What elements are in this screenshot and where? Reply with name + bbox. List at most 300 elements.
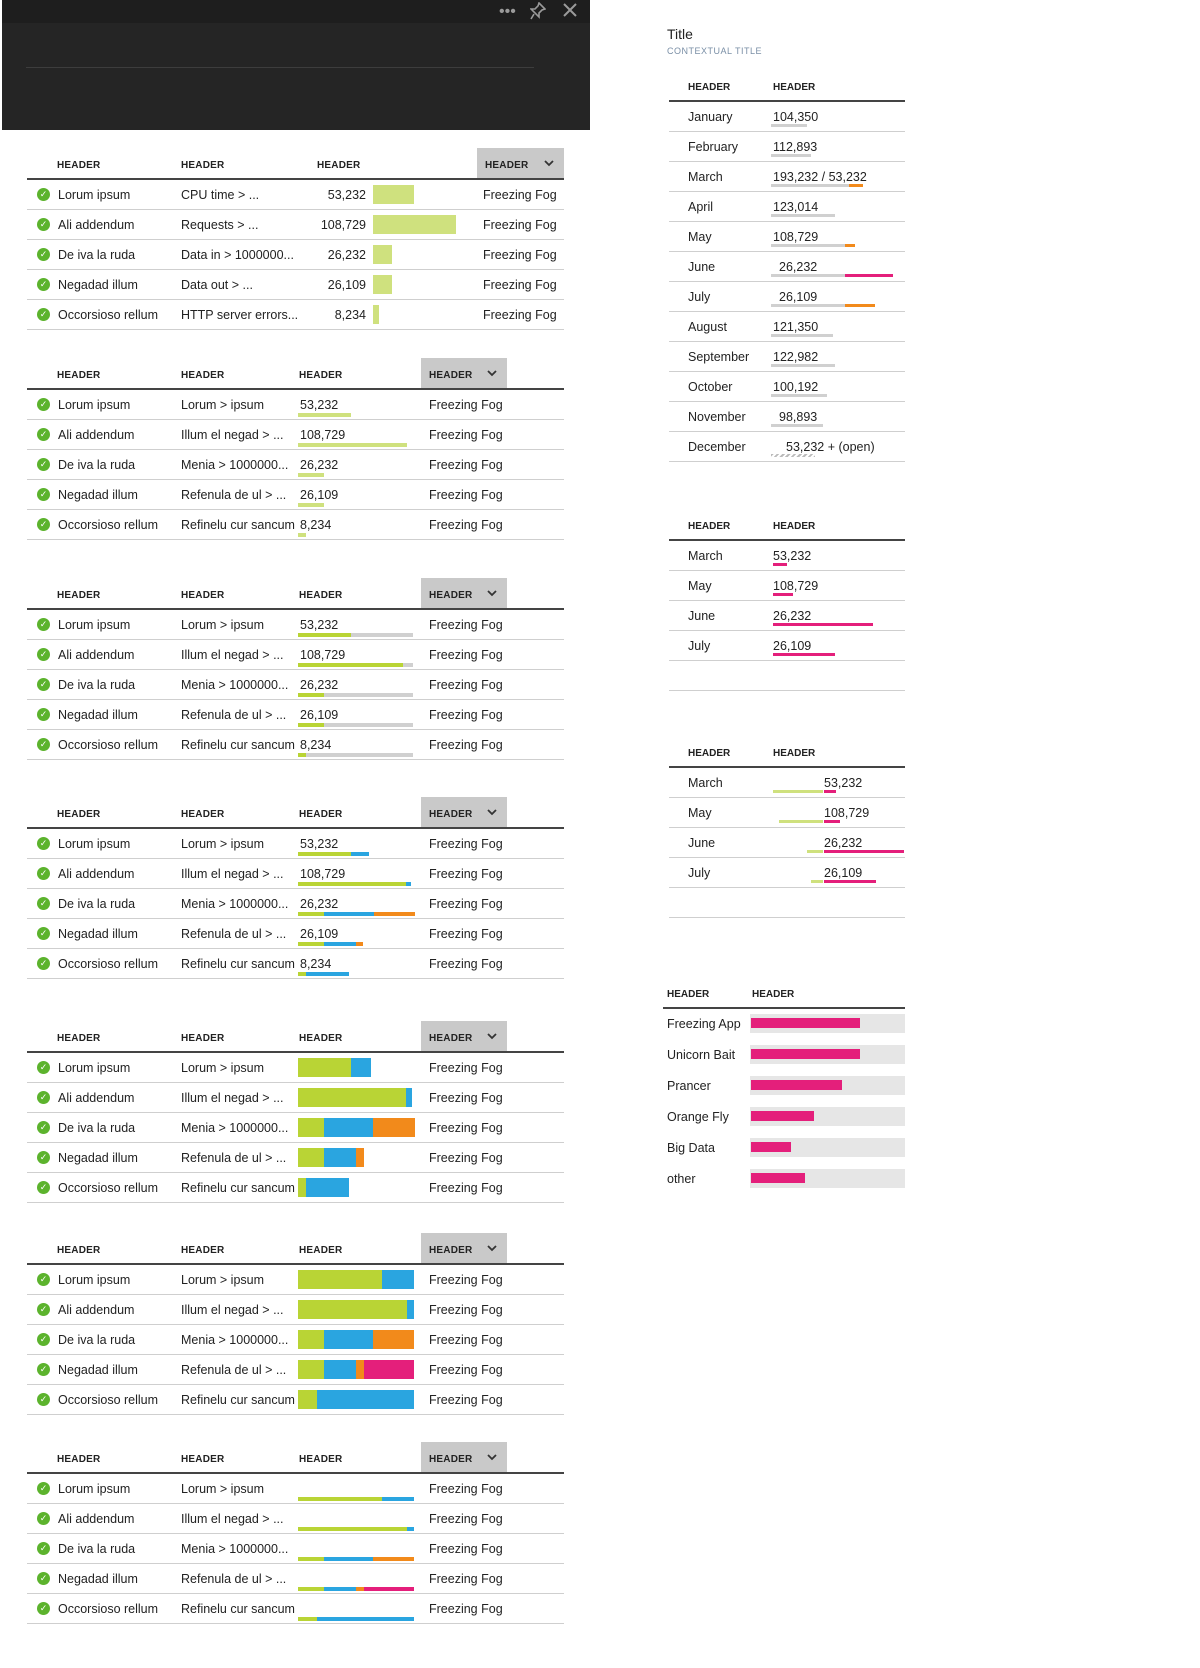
table-row[interactable] [27, 1325, 564, 1355]
month-value: 98,893 [779, 410, 818, 424]
row-name: Occorsioso rellum [58, 957, 159, 971]
app-row[interactable] [663, 1040, 905, 1071]
app-row[interactable] [663, 1071, 905, 1102]
row-name: Occorsioso rellum [58, 308, 159, 322]
row-label: July [688, 866, 711, 880]
row-path: Menia > 1000000... [181, 1333, 289, 1347]
table-row[interactable] [27, 1265, 564, 1295]
header-col-1[interactable]: HEADER [688, 748, 731, 759]
row-name: Ali addendum [58, 1303, 135, 1317]
row-path: Lorum > ipsum [181, 1273, 265, 1287]
row-path: Refinelu cur sancum [181, 1181, 295, 1195]
negative-bar [773, 790, 823, 793]
header-col-2[interactable]: HEADER [181, 590, 225, 601]
header-col-2[interactable]: HEADER [181, 1033, 225, 1044]
header-col-1[interactable]: HEADER [57, 1454, 101, 1465]
row-path: Refinelu cur sancum [181, 957, 295, 971]
header-col-3[interactable]: HEADER [317, 160, 361, 171]
header-dropdown-label: HEADER [429, 1033, 473, 1044]
row-path: Illum el negad > ... [181, 867, 284, 881]
row-bar [298, 503, 324, 507]
month-value: 100,192 [773, 380, 819, 394]
row-value: 53,232 [300, 618, 339, 632]
row-status: Freezing Fog [429, 1091, 503, 1105]
more-icon[interactable]: ••• [499, 3, 516, 20]
row-name: Lorum ipsum [58, 837, 131, 851]
header-dropdown-label: HEADER [429, 370, 473, 381]
check-circle-icon: ✓ [37, 1482, 50, 1495]
row-bar [298, 1497, 382, 1501]
table-row[interactable] [27, 390, 564, 420]
row-name: Negadad illum [58, 927, 138, 941]
row-value: 108,729 [824, 806, 870, 820]
row-name: Lorum ipsum [58, 1273, 131, 1287]
header-col-1[interactable]: HEADER [57, 1245, 101, 1256]
table-row[interactable] [27, 859, 564, 889]
row-status: Freezing Fog [429, 1181, 503, 1195]
row-name: Lorum ipsum [58, 1482, 131, 1496]
data-table-7 [27, 1442, 564, 1624]
header-col-3[interactable]: HEADER [299, 370, 343, 381]
row-name: Occorsioso rellum [58, 1393, 159, 1407]
check-circle-icon: ✓ [37, 458, 50, 471]
row-name: Negadad illum [58, 278, 138, 292]
pin-icon[interactable] [530, 2, 546, 26]
table-row[interactable] [27, 420, 564, 450]
table-row[interactable] [27, 829, 564, 859]
table-row[interactable] [27, 1113, 564, 1143]
table-header [663, 985, 905, 1009]
header-col-2[interactable]: HEADER [181, 809, 225, 820]
row-status: Freezing Fog [483, 308, 557, 322]
row-name: Occorsioso rellum [58, 738, 159, 752]
row-value: 53,232 [300, 837, 339, 851]
table-row[interactable] [27, 1534, 564, 1564]
month-label: July [688, 290, 711, 304]
month-value: 123,014 [773, 200, 819, 214]
month-row[interactable] [669, 102, 905, 132]
row-path: Menia > 1000000... [181, 897, 289, 911]
month-bar [771, 244, 845, 247]
blade-header [2, 0, 590, 130]
header-col-2[interactable]: HEADER [181, 1245, 225, 1256]
row-name: De iva la ruda [58, 1333, 136, 1347]
table-row[interactable] [27, 1295, 564, 1325]
table-row[interactable] [27, 1083, 564, 1113]
row-bar [351, 633, 413, 637]
row-value: 53,232 [300, 398, 339, 412]
small-row[interactable] [669, 541, 905, 571]
header-col-1[interactable]: HEADER [57, 809, 101, 820]
row-bar [324, 1360, 356, 1379]
row-value: 26,232 [824, 836, 863, 850]
header-col-2[interactable]: HEADER [181, 370, 225, 381]
table-row[interactable] [27, 480, 564, 510]
row-bar [373, 1118, 415, 1137]
row-bar [773, 593, 793, 596]
row-name: Ali addendum [58, 867, 135, 881]
header-col-2[interactable]: HEADER [773, 521, 816, 532]
month-bar [771, 454, 815, 457]
empty-row [669, 661, 905, 691]
small-row[interactable] [669, 571, 905, 601]
table-row[interactable] [27, 450, 564, 480]
month-value: 53,232 + (open) [786, 440, 875, 454]
table-row[interactable] [27, 1143, 564, 1173]
check-circle-icon: ✓ [37, 188, 50, 201]
table-row[interactable] [27, 889, 564, 919]
header-col-2[interactable]: HEADER [773, 748, 816, 759]
chevron-down-icon [487, 586, 497, 600]
month-bar [771, 424, 823, 427]
row-name: Negadad illum [58, 1572, 138, 1586]
table-row[interactable] [27, 610, 564, 640]
row-path: Illum el negad > ... [181, 428, 284, 442]
table-row[interactable] [27, 1355, 564, 1385]
app-row[interactable] [663, 1164, 905, 1195]
table-header [27, 358, 564, 390]
header-dropdown[interactable] [421, 358, 507, 388]
app-row[interactable] [663, 1133, 905, 1164]
month-row[interactable] [669, 132, 905, 162]
table-header [669, 744, 905, 768]
table-row[interactable] [27, 1173, 564, 1203]
header-col-1[interactable]: HEADER [688, 82, 731, 93]
row-path: Lorum > ipsum [181, 837, 265, 851]
table-row[interactable] [27, 1385, 564, 1415]
check-circle-icon: ✓ [37, 1181, 50, 1194]
row-bar [773, 623, 873, 626]
row-bar [298, 852, 351, 856]
table-row[interactable] [27, 1053, 564, 1083]
positive-bar [824, 820, 840, 823]
header-col-3[interactable]: HEADER [299, 1033, 343, 1044]
app-bar [751, 1080, 842, 1090]
header-col-3[interactable]: HEADER [299, 1245, 343, 1256]
small-row[interactable] [669, 601, 905, 631]
app-label: Unicorn Bait [667, 1048, 736, 1062]
row-name: Ali addendum [58, 218, 135, 232]
check-circle-icon: ✓ [37, 1151, 50, 1164]
check-circle-icon: ✓ [37, 218, 50, 231]
row-name: Lorum ipsum [58, 188, 131, 202]
app-label: Big Data [667, 1141, 715, 1155]
table-row[interactable] [27, 700, 564, 730]
data-table-4 [27, 797, 564, 979]
row-value: 53,232 [327, 188, 366, 202]
row-value: 53,232 [824, 776, 863, 790]
month-value: 26,232 [779, 260, 818, 274]
check-circle-icon: ✓ [37, 1542, 50, 1555]
contextual-title: CONTEXTUAL TITLE [667, 46, 763, 56]
row-name: De iva la ruda [58, 678, 136, 692]
row-status: Freezing Fog [429, 1273, 503, 1287]
app-label: Prancer [667, 1079, 711, 1093]
table-row[interactable] [27, 949, 564, 979]
row-bar [324, 1330, 373, 1349]
row-path: Menia > 1000000... [181, 1542, 289, 1556]
check-circle-icon: ✓ [37, 1333, 50, 1346]
month-row[interactable] [669, 282, 905, 312]
row-label: June [688, 609, 716, 623]
header-dropdown[interactable] [421, 1233, 507, 1263]
header-dropdown[interactable] [421, 797, 507, 827]
row-name: Occorsioso rellum [58, 1602, 159, 1616]
month-row[interactable] [669, 372, 905, 402]
row-status: Freezing Fog [429, 678, 503, 692]
row-bar [298, 1587, 324, 1591]
table-row[interactable] [27, 640, 564, 670]
header-dropdown-label: HEADER [485, 160, 529, 171]
table-row[interactable] [27, 1564, 564, 1594]
month-bar [845, 304, 875, 307]
row-status: Freezing Fog [429, 458, 503, 472]
data-table-3 [27, 578, 564, 760]
row-bar [374, 912, 415, 916]
row-bar [298, 912, 324, 916]
row-path: Data out > ... [181, 278, 253, 292]
row-name: Ali addendum [58, 1091, 135, 1105]
check-circle-icon: ✓ [37, 738, 50, 751]
header-col-1[interactable]: HEADER [667, 989, 710, 1000]
check-circle-icon: ✓ [37, 488, 50, 501]
row-value: 108,729 [300, 867, 346, 881]
row-name: Lorum ipsum [58, 398, 131, 412]
row-path: Menia > 1000000... [181, 458, 289, 472]
month-bar [771, 274, 845, 277]
row-path: Refenula de ul > ... [181, 1572, 287, 1586]
check-circle-icon: ✓ [37, 867, 50, 880]
row-path: Illum el negad > ... [181, 1091, 284, 1105]
app-row[interactable] [663, 1102, 905, 1133]
check-circle-icon: ✓ [37, 648, 50, 661]
row-name: Ali addendum [58, 428, 135, 442]
month-bar [771, 154, 811, 157]
row-name: Negadad illum [58, 1363, 138, 1377]
close-icon[interactable] [562, 2, 578, 24]
row-path: Data in > 1000000... [181, 248, 294, 262]
diverging-row[interactable] [669, 798, 905, 828]
row-bar [298, 1390, 317, 1409]
app-label: Orange Fly [667, 1110, 729, 1124]
header-col-1[interactable]: HEADER [57, 370, 101, 381]
app-label: other [667, 1172, 696, 1186]
row-bar [306, 753, 413, 757]
header-col-3[interactable]: HEADER [299, 809, 343, 820]
small-table [669, 517, 905, 691]
row-path: Lorum > ipsum [181, 1061, 265, 1075]
header-dropdown-label: HEADER [429, 1454, 473, 1465]
check-circle-icon: ✓ [37, 678, 50, 691]
header-col-1[interactable]: HEADER [57, 1033, 101, 1044]
app-bar [751, 1018, 860, 1028]
month-value: 108,729 [773, 230, 819, 244]
row-bar [356, 1360, 364, 1379]
row-status: Freezing Fog [429, 1512, 503, 1526]
header-dropdown[interactable] [421, 1021, 507, 1051]
table-header [27, 797, 564, 829]
row-status: Freezing Fog [429, 398, 503, 412]
app-row[interactable] [663, 1009, 905, 1040]
row-status: Freezing Fog [429, 708, 503, 722]
header-col-2[interactable]: HEADER [773, 82, 816, 93]
check-circle-icon: ✓ [37, 248, 50, 261]
header-dropdown-label: HEADER [429, 809, 473, 820]
row-bar [298, 473, 324, 477]
row-name: Occorsioso rellum [58, 518, 159, 532]
blade-divider [26, 67, 534, 68]
app-label: Freezing App [667, 1017, 741, 1031]
row-path: Refenula de ul > ... [181, 1151, 287, 1165]
header-col-1[interactable]: HEADER [688, 521, 731, 532]
table-header [27, 578, 564, 610]
table-row[interactable] [27, 180, 564, 210]
table-row[interactable] [27, 919, 564, 949]
check-circle-icon: ✓ [37, 518, 50, 531]
row-bar [373, 305, 379, 324]
row-bar [306, 972, 349, 976]
header-col-3[interactable]: HEADER [299, 1454, 343, 1465]
header-dropdown[interactable] [421, 578, 507, 608]
row-status: Freezing Fog [429, 1363, 503, 1377]
month-row[interactable] [669, 402, 905, 432]
month-bar [771, 214, 835, 217]
monthly-table [669, 78, 905, 462]
table-header [669, 517, 905, 541]
month-row[interactable] [669, 432, 905, 462]
month-row[interactable] [669, 222, 905, 252]
table-header [669, 78, 905, 102]
row-value: 26,109 [300, 927, 339, 941]
row-bar [324, 942, 356, 946]
row-bar [298, 533, 306, 537]
row-name: Ali addendum [58, 648, 135, 662]
row-bar [373, 245, 392, 264]
row-bar [406, 882, 411, 886]
row-value: 108,729 [300, 648, 346, 662]
row-path: Menia > 1000000... [181, 678, 289, 692]
month-row[interactable] [669, 252, 905, 282]
table-row[interactable] [27, 300, 564, 330]
row-bar [382, 1497, 414, 1501]
row-path: Refenula de ul > ... [181, 488, 287, 502]
row-status: Freezing Fog [429, 488, 503, 502]
check-circle-icon: ✓ [37, 278, 50, 291]
header-dropdown[interactable] [421, 1442, 507, 1472]
header-col-1[interactable]: HEADER [57, 160, 101, 171]
positive-bar [824, 880, 876, 883]
row-bar [407, 1300, 414, 1319]
row-bar [356, 942, 363, 946]
header-col-2[interactable]: HEADER [752, 989, 795, 1000]
row-value: 26,232 [773, 609, 812, 623]
month-label: May [688, 230, 712, 244]
row-path: Refinelu cur sancum [181, 738, 295, 752]
row-status: Freezing Fog [483, 248, 557, 262]
table-row[interactable] [27, 240, 564, 270]
row-bar [298, 1178, 306, 1197]
row-bar [298, 1118, 324, 1137]
row-value: 8,234 [300, 518, 332, 532]
check-circle-icon: ✓ [37, 398, 50, 411]
month-label: November [688, 410, 746, 424]
check-circle-icon: ✓ [37, 927, 50, 940]
row-value: 26,109 [824, 866, 863, 880]
month-label: January [688, 110, 733, 124]
row-path: CPU time > ... [181, 188, 260, 202]
month-value: 104,350 [773, 110, 819, 124]
negative-bar [807, 850, 823, 853]
table-row[interactable] [27, 1504, 564, 1534]
month-row[interactable] [669, 192, 905, 222]
diverging-row[interactable] [669, 768, 905, 798]
row-path: Illum el negad > ... [181, 648, 284, 662]
table-row[interactable] [27, 270, 564, 300]
table-row[interactable] [27, 510, 564, 540]
row-bar [351, 1058, 371, 1077]
row-label: March [688, 776, 723, 790]
row-status: Freezing Fog [429, 957, 503, 971]
row-name: Occorsioso rellum [58, 1181, 159, 1195]
month-bar [845, 244, 855, 247]
row-bar [298, 1058, 351, 1077]
row-name: Lorum ipsum [58, 618, 131, 632]
table-row[interactable] [27, 210, 564, 240]
check-circle-icon: ✓ [37, 708, 50, 721]
row-bar [298, 1148, 324, 1167]
month-row[interactable] [669, 342, 905, 372]
header-col-2[interactable]: HEADER [181, 160, 225, 171]
row-bar [324, 1557, 373, 1561]
small-row[interactable] [669, 631, 905, 661]
row-value: 26,109 [300, 488, 339, 502]
table-row[interactable] [27, 1594, 564, 1624]
check-circle-icon: ✓ [37, 1393, 50, 1406]
row-bar [298, 443, 407, 447]
month-row[interactable] [669, 312, 905, 342]
row-bar [298, 972, 306, 976]
table-row[interactable] [27, 730, 564, 760]
table-row[interactable] [27, 670, 564, 700]
row-status: Freezing Fog [429, 927, 503, 941]
row-value: 26,232 [327, 248, 366, 262]
row-value: 26,109 [327, 278, 366, 292]
check-circle-icon: ✓ [37, 1091, 50, 1104]
header-col-2[interactable]: HEADER [181, 1454, 225, 1465]
month-row[interactable] [669, 162, 905, 192]
header-dropdown[interactable] [477, 148, 564, 178]
check-circle-icon: ✓ [37, 1273, 50, 1286]
row-status: Freezing Fog [429, 1303, 503, 1317]
header-col-3[interactable]: HEADER [299, 590, 343, 601]
diverging-table [669, 744, 905, 918]
check-circle-icon: ✓ [37, 897, 50, 910]
data-table-6 [27, 1233, 564, 1415]
row-bar [373, 1330, 414, 1349]
diverging-row[interactable] [669, 858, 905, 888]
app-bar [751, 1111, 814, 1121]
row-value: 8,234 [334, 308, 366, 322]
row-bar [373, 275, 392, 294]
row-status: Freezing Fog [429, 738, 503, 752]
diverging-row[interactable] [669, 828, 905, 858]
month-value: 26,109 [779, 290, 818, 304]
header-col-1[interactable]: HEADER [57, 590, 101, 601]
row-bar [298, 723, 324, 727]
table-row[interactable] [27, 1474, 564, 1504]
table-header [27, 1233, 564, 1265]
data-table-2 [27, 358, 564, 540]
